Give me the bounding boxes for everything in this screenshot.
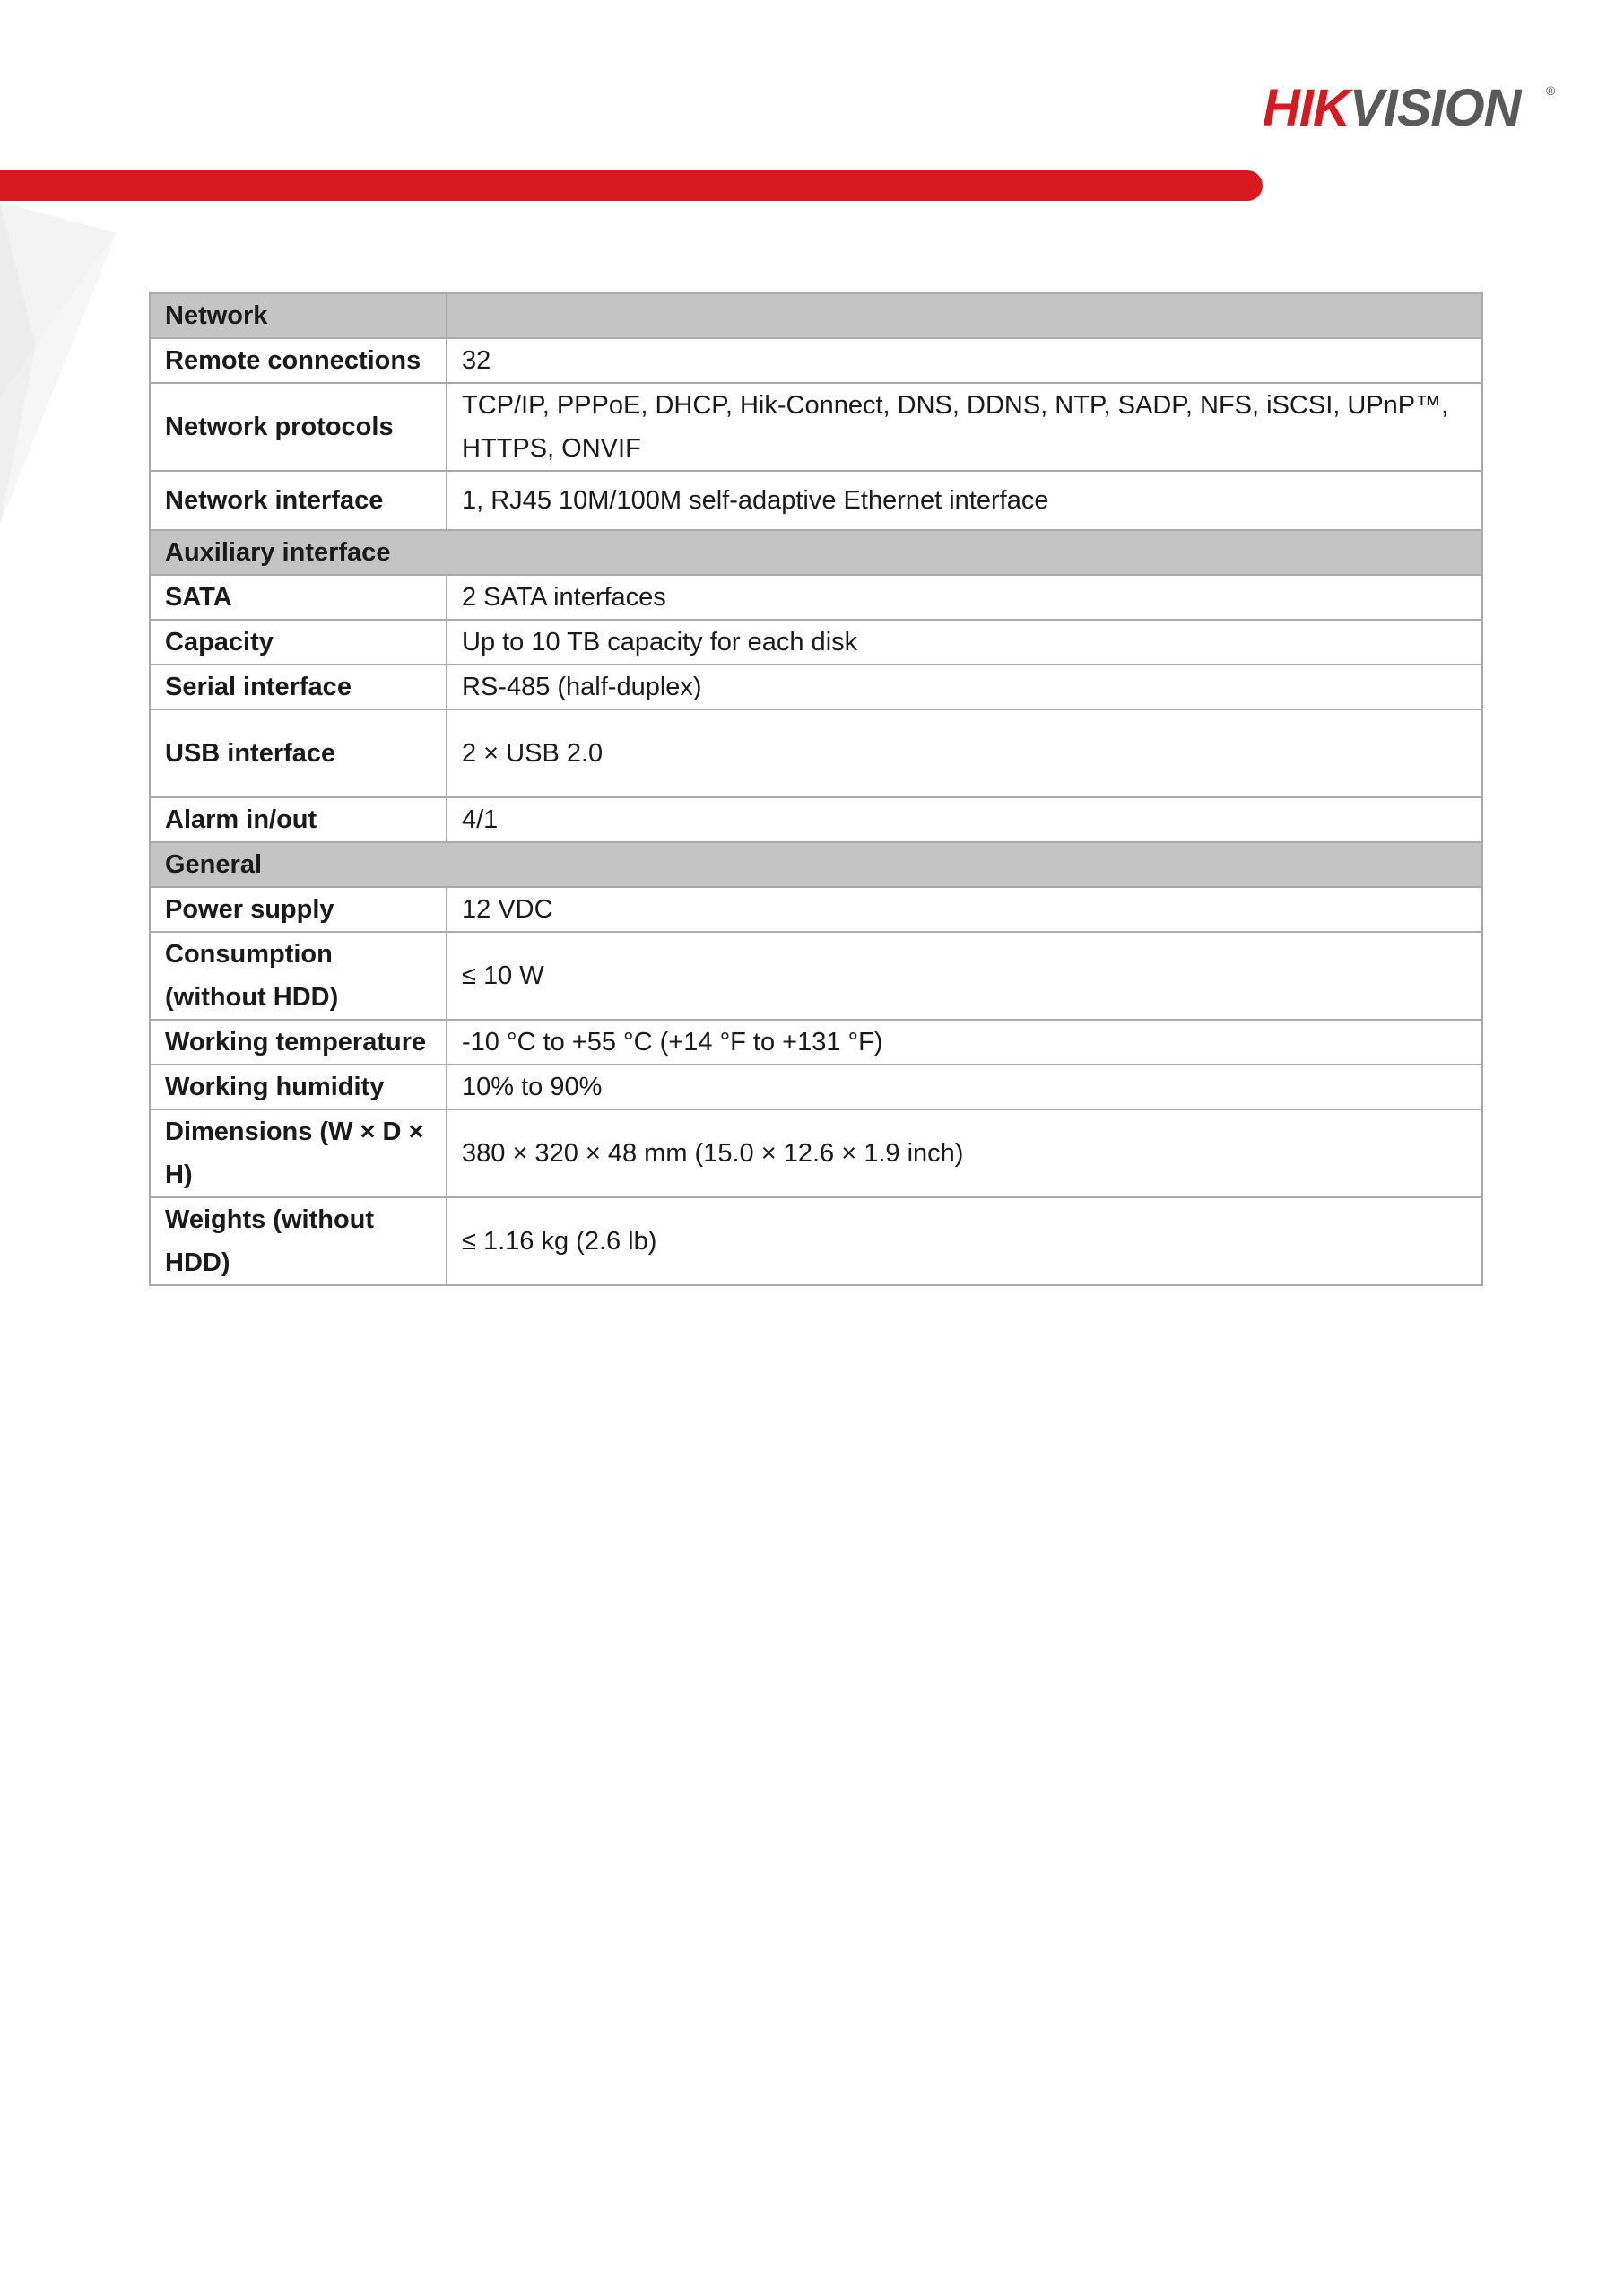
table-row [150,709,1482,797]
row-label: USB interface [150,709,447,797]
row-label: Working temperature [150,1020,447,1065]
row-label: Remote connections [150,338,447,383]
hikvision-logo [1263,75,1559,138]
section-header-auxiliary [150,530,1482,575]
table-row [150,338,1482,383]
svg-text:HIKVISION: HIKVISION [1263,79,1521,137]
table-row [150,665,1482,709]
section-header-network [150,293,1482,338]
row-label: Network protocols [150,383,447,471]
row-label: Capacity [150,620,447,665]
row-label: Working humidity [150,1065,447,1109]
spec-table [149,292,1483,1286]
section-title: Auxiliary interface [150,530,1482,575]
row-value: 2 SATA interfaces [447,575,1482,620]
row-label: Dimensions (W × D × H) [150,1109,447,1197]
row-label: Power supply [150,887,447,932]
row-label: SATA [150,575,447,620]
row-value: 4/1 [447,797,1482,842]
row-label: Network interface [150,471,447,530]
header-red-bar [0,170,1263,201]
row-value: 10% to 90% [447,1065,1482,1109]
svg-text:®: ® [1546,83,1556,98]
row-value: ≤ 10 W [447,932,1482,1020]
section-title-spacer [447,293,1482,338]
row-value: TCP/IP, PPPoE, DHCP, Hik-Connect, DNS, DDNS, NTP, SADP, NFS, iSCSI, UPnP™, HTTPS, ONVIF [447,383,1482,471]
table-row [150,1197,1482,1285]
table-row [150,1020,1482,1065]
table-row [150,471,1482,530]
row-value: Up to 10 TB capacity for each disk [447,620,1482,665]
decorative-shapes [0,202,126,525]
row-value: 12 VDC [447,887,1482,932]
row-label: Serial interface [150,665,447,709]
row-label: Weights (without HDD) [150,1197,447,1285]
section-title: Network [150,293,447,338]
row-value: 380 × 320 × 48 mm (15.0 × 12.6 × 1.9 inch) [447,1109,1482,1197]
hikvision-logo-mark [1263,75,1559,138]
table-row [150,383,1482,471]
table-row [150,575,1482,620]
row-value: ≤ 1.16 kg (2.6 lb) [447,1197,1482,1285]
row-label: Consumption (without HDD) [150,932,447,1020]
row-value: 32 [447,338,1482,383]
table-row [150,1065,1482,1109]
table-row [150,1109,1482,1197]
table-row [150,932,1482,1020]
row-value: 2 × USB 2.0 [447,709,1482,797]
section-title: General [150,842,1482,887]
table-row [150,797,1482,842]
table-row [150,620,1482,665]
section-header-general [150,842,1482,887]
table-row [150,887,1482,932]
row-value: -10 °C to +55 °C (+14 °F to +131 °F) [447,1020,1482,1065]
row-value: 1, RJ45 10M/100M self-adaptive Ethernet interface [447,471,1482,530]
row-value: RS-485 (half-duplex) [447,665,1482,709]
row-label: Alarm in/out [150,797,447,842]
